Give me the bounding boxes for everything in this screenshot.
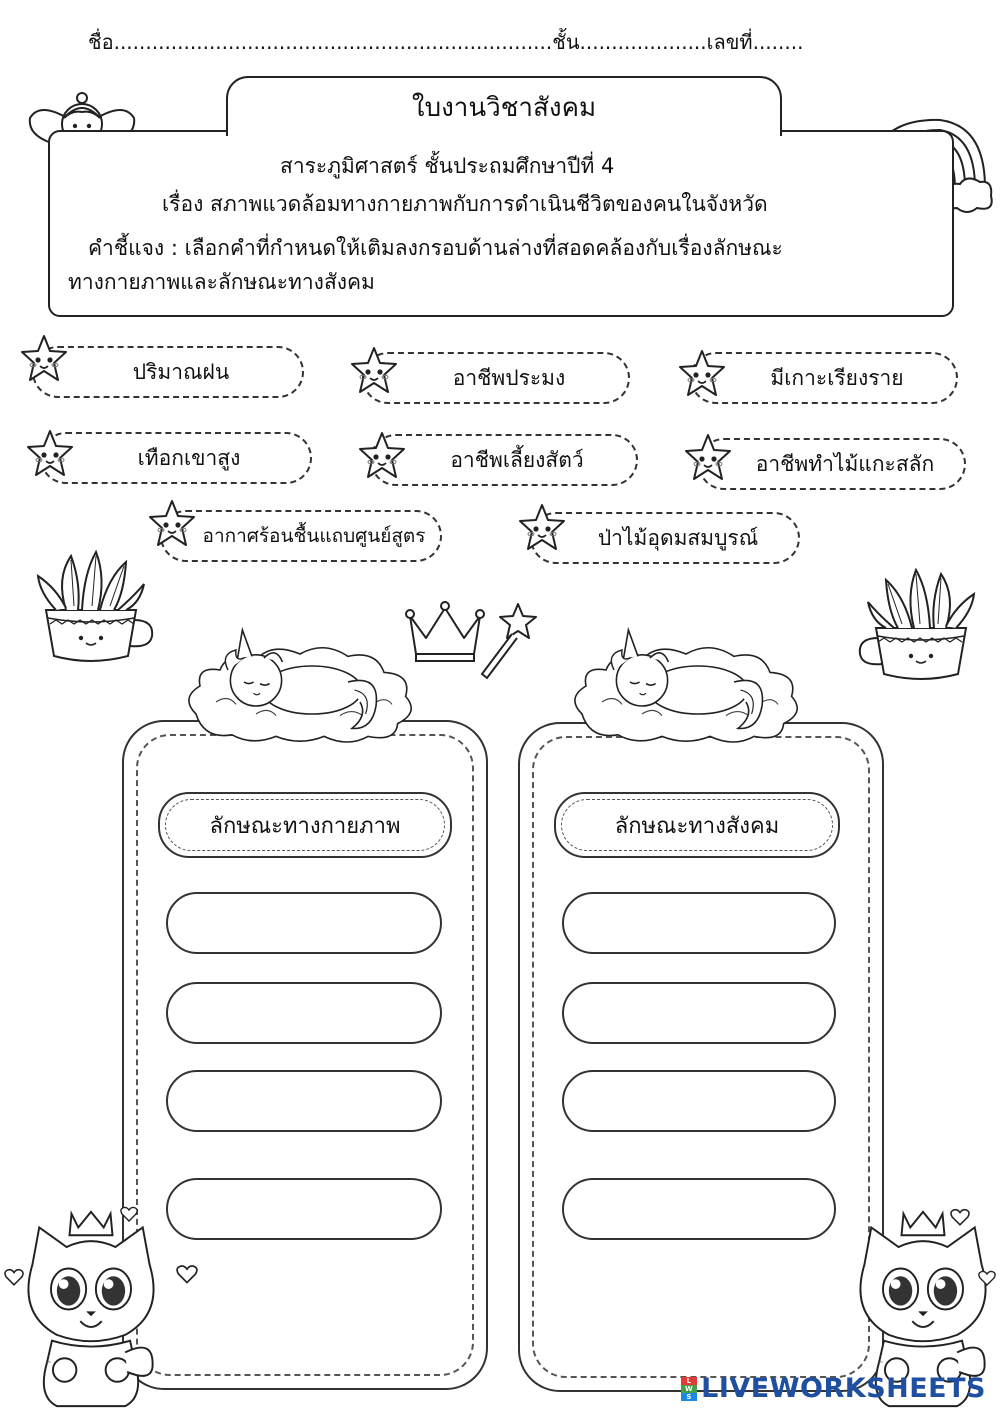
star-face-icon [356, 430, 408, 482]
heart-icon [4, 1268, 24, 1286]
word-chip-label: อากาศร้อนชื้นแถบศูนย์สูตร [202, 525, 426, 547]
physical-answer-slot[interactable] [166, 892, 442, 954]
social-answer-slot[interactable] [562, 1178, 836, 1240]
word-chip-label: ปริมาณฝน [132, 359, 230, 384]
sleeping-unicorn-icon [566, 616, 806, 756]
word-chip-label: ป่าไม้อุดมสมบูรณ์ [597, 525, 759, 550]
liveworksheets-logo-icon: L W S [681, 1377, 697, 1401]
word-chip-label: อาชีพทำไม้แกะสลัก [755, 451, 935, 476]
succulent-cup-icon [856, 566, 986, 686]
star-face-icon [676, 348, 728, 400]
star-face-icon [348, 345, 400, 397]
cat-princess-icon [16, 1206, 166, 1411]
social-answer-slot[interactable] [562, 892, 836, 954]
star-face-icon [24, 428, 76, 480]
page-title: ใบงานวิชาสังคม [226, 76, 782, 136]
word-chip-label: อาชีพเลี้ยงสัตว์ [450, 447, 584, 472]
brand-name: LIVEWORKSHEETS [701, 1373, 986, 1404]
word-chip[interactable] [530, 512, 800, 564]
physical-heading [158, 792, 452, 858]
student-info-line: ชื่อ.....................................................................ชั้น....................เลขที่........ [88, 30, 804, 54]
topic-line: เรื่อง สภาพแวดล้อมทางกายภาพกับการดำเนินชีวิตของคนในจังหวัด [162, 192, 768, 216]
heart-icon [120, 1206, 138, 1222]
heart-icon [176, 1264, 198, 1284]
star-face-icon [18, 333, 70, 385]
social-answer-slot[interactable] [562, 1070, 836, 1132]
heart-icon [978, 1270, 996, 1286]
word-chip-label: เทือกเขาสูง [137, 445, 241, 470]
physical-answer-slot[interactable] [166, 982, 442, 1044]
sleeping-unicorn-icon [180, 616, 420, 756]
social-answer-slot[interactable] [562, 982, 836, 1044]
word-chip[interactable] [32, 346, 304, 398]
word-chip-label: อาชีพประมง [452, 365, 566, 390]
physical-heading-label: ลักษณะทางกายภาพ [209, 813, 401, 839]
word-chip[interactable] [40, 432, 312, 484]
star-face-icon [146, 498, 198, 550]
heart-icon [950, 1208, 970, 1226]
strand-line: สาระภูมิศาสตร์ ชั้นประถมศึกษาปีที่ 4 [280, 154, 615, 178]
star-face-icon [516, 502, 568, 554]
instruction-box [48, 130, 954, 317]
succulent-cup-icon [26, 548, 156, 668]
star-wand-icon [474, 600, 538, 680]
directions-line-cont: ทางกายภาพและลักษณะทางสังคม [68, 270, 375, 294]
physical-answer-slot[interactable] [166, 1178, 442, 1240]
physical-answer-slot[interactable] [166, 1070, 442, 1132]
word-chip-label: มีเกาะเรียงราย [770, 365, 904, 390]
word-chip[interactable] [362, 352, 630, 404]
liveworksheets-brand[interactable] [681, 1373, 986, 1404]
social-heading-label: ลักษณะทางสังคม [614, 813, 780, 839]
word-chip[interactable] [698, 438, 966, 490]
directions-line: คำชี้แจง : เลือกคำที่กำหนดให้เติมลงกรอบด้านล่างที่สอดคล้องกับเรื่องลักษณะ [88, 236, 783, 260]
word-chip[interactable] [160, 510, 442, 562]
social-heading [554, 792, 840, 858]
word-chip[interactable] [690, 352, 958, 404]
star-face-icon [682, 432, 734, 484]
word-chip[interactable] [370, 434, 638, 486]
